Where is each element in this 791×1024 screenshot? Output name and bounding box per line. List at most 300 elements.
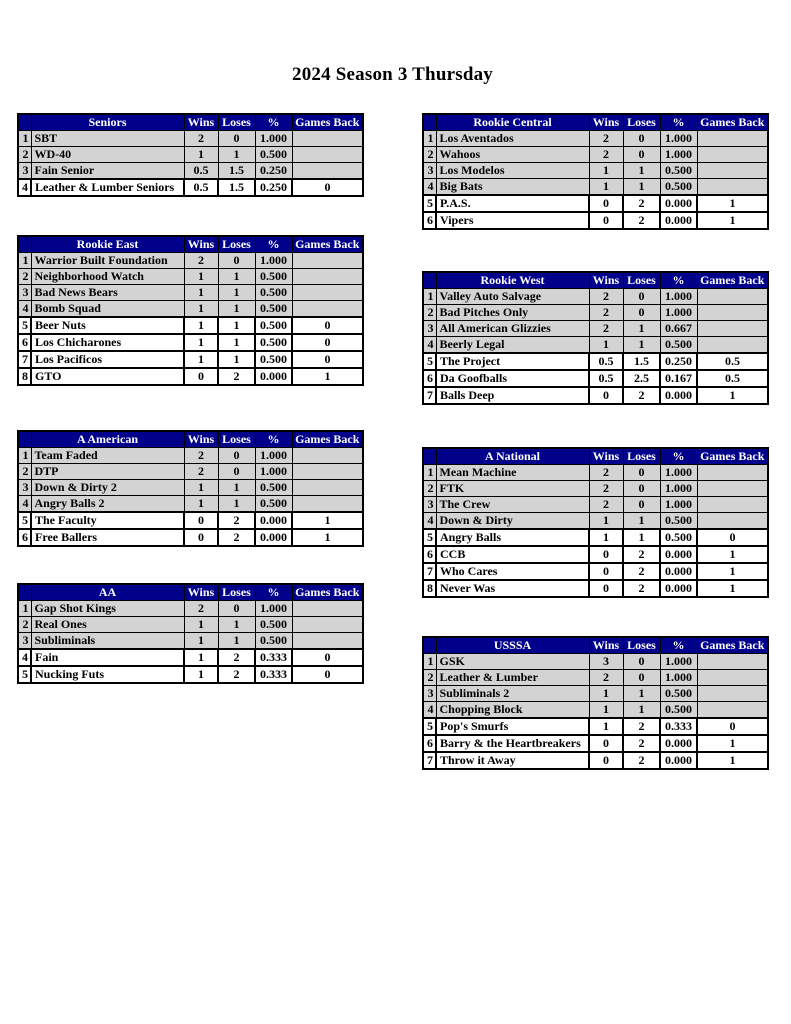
- wins-cell: 0: [589, 387, 623, 404]
- team-name-cell: Free Ballers: [31, 529, 184, 546]
- loses-cell: 1: [218, 285, 255, 301]
- division-title: AA: [31, 584, 184, 601]
- table-row: [18, 529, 363, 546]
- rank-cell: 4: [18, 301, 31, 318]
- header-row: [18, 584, 363, 601]
- table-row: [423, 353, 768, 370]
- pct-cell: 0.250: [255, 179, 292, 196]
- pct-cell: 0.000: [660, 752, 697, 769]
- table-row: [18, 368, 363, 385]
- table-row: [18, 633, 363, 650]
- wins-cell: 2: [184, 131, 218, 147]
- team-name-cell: P.A.S.: [436, 195, 589, 212]
- pct-header: %: [255, 114, 292, 131]
- division-title: A National: [436, 448, 589, 465]
- pct-cell: 0.500: [255, 301, 292, 318]
- pct-cell: 0.333: [660, 718, 697, 735]
- games-back-cell: [697, 163, 768, 179]
- games-back-cell: 0: [292, 334, 363, 351]
- games-back-cell: [292, 480, 363, 496]
- loses-header: Loses: [218, 584, 255, 601]
- team-name-cell: Leather & Lumber Seniors: [31, 179, 184, 196]
- team-name-cell: WD-40: [31, 147, 184, 163]
- rank-cell: 4: [423, 702, 436, 719]
- team-name-cell: Da Goofballs: [436, 370, 589, 387]
- games-back-cell: [697, 686, 768, 702]
- games-back-cell: [292, 163, 363, 180]
- wins-header: Wins: [184, 114, 218, 131]
- loses-cell: 2: [218, 649, 255, 666]
- loses-cell: 0: [623, 465, 660, 481]
- pct-cell: 0.500: [660, 337, 697, 354]
- rank-header: [18, 584, 31, 601]
- wins-header: Wins: [589, 272, 623, 289]
- wins-cell: 1: [589, 718, 623, 735]
- loses-cell: 1: [623, 513, 660, 530]
- pct-cell: 0.500: [255, 269, 292, 285]
- division-title: USSSA: [436, 637, 589, 654]
- team-name-cell: Bad News Bears: [31, 285, 184, 301]
- table-row: [423, 321, 768, 337]
- team-name-cell: Beer Nuts: [31, 317, 184, 334]
- pct-cell: 0.000: [660, 195, 697, 212]
- rank-cell: 1: [423, 654, 436, 670]
- wins-cell: 1: [184, 269, 218, 285]
- header-row: [18, 236, 363, 253]
- header-row: [423, 114, 768, 131]
- team-name-cell: Who Cares: [436, 563, 589, 580]
- table-row: [18, 163, 363, 180]
- division-title: A American: [31, 431, 184, 448]
- wins-cell: 0: [184, 368, 218, 385]
- rank-header: [423, 114, 436, 131]
- wins-cell: 0: [589, 563, 623, 580]
- loses-cell: 0: [218, 131, 255, 147]
- pct-cell: 0.500: [660, 513, 697, 530]
- table-row: [423, 212, 768, 229]
- team-name-cell: The Project: [436, 353, 589, 370]
- team-name-cell: Beerly Legal: [436, 337, 589, 354]
- table-row: [423, 289, 768, 305]
- pct-header: %: [255, 584, 292, 601]
- wins-cell: 0: [589, 212, 623, 229]
- rank-cell: 5: [423, 195, 436, 212]
- loses-cell: 2: [623, 580, 660, 597]
- standings-grid: [422, 113, 769, 230]
- rank-cell: 4: [18, 496, 31, 513]
- rank-cell: 7: [18, 351, 31, 368]
- rank-cell: 2: [18, 147, 31, 163]
- header-row: [18, 114, 363, 131]
- rank-cell: 5: [423, 718, 436, 735]
- table-row: [423, 513, 768, 530]
- team-name-cell: Bad Pitches Only: [436, 305, 589, 321]
- pct-header: %: [255, 431, 292, 448]
- rank-cell: 2: [423, 481, 436, 497]
- pct-cell: 0.500: [255, 317, 292, 334]
- pct-cell: 0.500: [255, 480, 292, 496]
- table-row: [18, 351, 363, 368]
- loses-cell: 2: [218, 512, 255, 529]
- wins-header: Wins: [184, 584, 218, 601]
- team-name-cell: Nucking Futs: [31, 666, 184, 683]
- games-back-cell: [292, 285, 363, 301]
- table-row: [423, 702, 768, 719]
- games-back-header: Games Back: [697, 637, 768, 654]
- loses-cell: 1: [623, 321, 660, 337]
- table-row: [423, 370, 768, 387]
- standings-table-seniors: [17, 113, 362, 197]
- table-row: [18, 147, 363, 163]
- loses-cell: 2: [623, 195, 660, 212]
- games-back-cell: 0.5: [697, 370, 768, 387]
- loses-cell: 1.5: [623, 353, 660, 370]
- table-row: [423, 163, 768, 179]
- games-back-cell: [697, 670, 768, 686]
- pct-cell: 0.167: [660, 370, 697, 387]
- pct-cell: 0.250: [255, 163, 292, 180]
- table-row: [18, 601, 363, 617]
- standings-table-aa: [17, 583, 362, 684]
- rank-cell: 4: [18, 179, 31, 196]
- table-row: [423, 546, 768, 563]
- team-name-cell: Down & Dirty 2: [31, 480, 184, 496]
- wins-cell: 1: [184, 317, 218, 334]
- pct-cell: 1.000: [255, 253, 292, 269]
- table-row: [423, 465, 768, 481]
- rank-cell: 2: [18, 269, 31, 285]
- team-name-cell: Bomb Squad: [31, 301, 184, 318]
- wins-header: Wins: [589, 114, 623, 131]
- standings-table-a-american: [17, 430, 362, 547]
- loses-cell: 2: [218, 666, 255, 683]
- team-name-cell: Fain Senior: [31, 163, 184, 180]
- table-row: [18, 269, 363, 285]
- games-back-cell: [292, 633, 363, 650]
- pct-cell: 0.500: [660, 163, 697, 179]
- wins-cell: 1: [589, 529, 623, 546]
- loses-cell: 1: [218, 301, 255, 318]
- loses-cell: 2: [623, 387, 660, 404]
- pct-cell: 1.000: [660, 497, 697, 513]
- pct-cell: 0.500: [255, 617, 292, 633]
- wins-cell: 2: [589, 289, 623, 305]
- pct-cell: 1.000: [660, 654, 697, 670]
- page-title: 2024 Season 3 Thursday: [292, 64, 493, 85]
- loses-cell: 1: [218, 633, 255, 650]
- table-row: [18, 617, 363, 633]
- division-title: Rookie West: [436, 272, 589, 289]
- rank-cell: 8: [18, 368, 31, 385]
- pct-cell: 1.000: [255, 601, 292, 617]
- division-title: Rookie Central: [436, 114, 589, 131]
- loses-header: Loses: [218, 114, 255, 131]
- games-back-cell: 1: [697, 387, 768, 404]
- rank-cell: 2: [423, 147, 436, 163]
- games-back-cell: [292, 601, 363, 617]
- pct-cell: 0.000: [255, 368, 292, 385]
- table-row: [18, 649, 363, 666]
- wins-cell: 0: [589, 580, 623, 597]
- table-row: [423, 195, 768, 212]
- rank-cell: 5: [18, 512, 31, 529]
- wins-cell: 1: [589, 163, 623, 179]
- team-name-cell: Fain: [31, 649, 184, 666]
- pct-header: %: [660, 637, 697, 654]
- rank-cell: 3: [423, 321, 436, 337]
- loses-cell: 1.5: [218, 163, 255, 180]
- rank-cell: 3: [423, 163, 436, 179]
- games-back-cell: [697, 321, 768, 337]
- rank-cell: 7: [423, 752, 436, 769]
- table-row: [18, 131, 363, 147]
- rank-cell: 1: [423, 131, 436, 147]
- wins-cell: 1: [184, 496, 218, 513]
- loses-cell: 0: [623, 131, 660, 147]
- standings-grid: [422, 636, 769, 770]
- rank-cell: 4: [423, 513, 436, 530]
- loses-cell: 2: [623, 752, 660, 769]
- rank-cell: 1: [423, 289, 436, 305]
- pct-cell: 0.500: [255, 285, 292, 301]
- table-row: [423, 529, 768, 546]
- rank-cell: 1: [18, 253, 31, 269]
- pct-cell: 0.500: [255, 496, 292, 513]
- table-row: [423, 563, 768, 580]
- rank-cell: 6: [18, 529, 31, 546]
- wins-cell: 2: [184, 448, 218, 464]
- pct-cell: 1.000: [660, 131, 697, 147]
- rank-cell: 3: [18, 163, 31, 180]
- wins-cell: 1: [184, 633, 218, 650]
- loses-cell: 1: [218, 334, 255, 351]
- pct-cell: 0.333: [255, 666, 292, 683]
- rank-cell: 4: [423, 337, 436, 354]
- pct-cell: 0.667: [660, 321, 697, 337]
- games-back-cell: [697, 654, 768, 670]
- team-name-cell: Warrior Built Foundation: [31, 253, 184, 269]
- loses-cell: 0: [623, 289, 660, 305]
- wins-header: Wins: [184, 431, 218, 448]
- rank-cell: 6: [423, 735, 436, 752]
- wins-cell: 0.5: [589, 353, 623, 370]
- wins-cell: 1: [589, 686, 623, 702]
- table-row: [18, 480, 363, 496]
- rank-header: [18, 236, 31, 253]
- table-row: [423, 735, 768, 752]
- team-name-cell: Subliminals 2: [436, 686, 589, 702]
- loses-cell: 0: [623, 481, 660, 497]
- wins-cell: 0.5: [184, 179, 218, 196]
- team-name-cell: Los Aventados: [436, 131, 589, 147]
- pct-cell: 0.250: [660, 353, 697, 370]
- table-row: [18, 301, 363, 318]
- games-back-header: Games Back: [292, 236, 363, 253]
- team-name-cell: Los Pacificos: [31, 351, 184, 368]
- team-name-cell: CCB: [436, 546, 589, 563]
- header-row: [423, 637, 768, 654]
- loses-header: Loses: [218, 431, 255, 448]
- loses-cell: 1: [623, 529, 660, 546]
- team-name-cell: Real Ones: [31, 617, 184, 633]
- wins-cell: 1: [184, 147, 218, 163]
- team-name-cell: Big Bats: [436, 179, 589, 196]
- team-name-cell: GTO: [31, 368, 184, 385]
- team-name-cell: FTK: [436, 481, 589, 497]
- loses-cell: 2: [623, 718, 660, 735]
- division-title: Rookie East: [31, 236, 184, 253]
- games-back-cell: 1: [697, 195, 768, 212]
- loses-cell: 1.5: [218, 179, 255, 196]
- games-back-header: Games Back: [292, 584, 363, 601]
- team-name-cell: All American Glizzies: [436, 321, 589, 337]
- loses-cell: 2: [623, 546, 660, 563]
- pct-cell: 0.000: [255, 512, 292, 529]
- standings-grid: [422, 447, 769, 598]
- pct-cell: 1.000: [255, 131, 292, 147]
- wins-cell: 2: [589, 497, 623, 513]
- table-row: [18, 179, 363, 196]
- pct-cell: 1.000: [660, 670, 697, 686]
- pct-cell: 0.500: [660, 702, 697, 719]
- table-row: [423, 580, 768, 597]
- rank-cell: 1: [18, 448, 31, 464]
- pct-header: %: [255, 236, 292, 253]
- rank-cell: 5: [18, 317, 31, 334]
- pct-cell: 0.333: [255, 649, 292, 666]
- games-back-cell: 1: [697, 735, 768, 752]
- loses-cell: 2: [623, 735, 660, 752]
- division-title: Seniors: [31, 114, 184, 131]
- loses-cell: 2: [623, 563, 660, 580]
- rank-cell: 6: [18, 334, 31, 351]
- rank-header: [18, 114, 31, 131]
- team-name-cell: Gap Shot Kings: [31, 601, 184, 617]
- team-name-cell: Vipers: [436, 212, 589, 229]
- wins-cell: 1: [589, 702, 623, 719]
- games-back-cell: [292, 496, 363, 513]
- pct-cell: 0.500: [660, 179, 697, 196]
- header-row: [423, 448, 768, 465]
- games-back-header: Games Back: [697, 448, 768, 465]
- games-back-cell: [697, 465, 768, 481]
- wins-cell: 1: [184, 480, 218, 496]
- rank-header: [423, 448, 436, 465]
- wins-cell: 1: [184, 351, 218, 368]
- rank-cell: 3: [18, 633, 31, 650]
- games-back-cell: [292, 464, 363, 480]
- pct-header: %: [660, 114, 697, 131]
- loses-cell: 2: [623, 212, 660, 229]
- games-back-cell: [697, 497, 768, 513]
- table-row: [423, 497, 768, 513]
- games-back-cell: [697, 513, 768, 530]
- pct-header: %: [660, 272, 697, 289]
- rank-cell: 2: [18, 617, 31, 633]
- table-row: [18, 448, 363, 464]
- rank-cell: 3: [18, 480, 31, 496]
- pct-cell: 1.000: [255, 464, 292, 480]
- team-name-cell: Los Modelos: [436, 163, 589, 179]
- rank-cell: 4: [423, 179, 436, 196]
- pct-cell: 0.000: [660, 546, 697, 563]
- pct-cell: 1.000: [660, 465, 697, 481]
- loses-cell: 0: [623, 305, 660, 321]
- header-row: [18, 431, 363, 448]
- games-back-cell: [292, 131, 363, 147]
- team-name-cell: SBT: [31, 131, 184, 147]
- pct-cell: 0.500: [660, 686, 697, 702]
- games-back-cell: 0: [292, 666, 363, 683]
- pct-cell: 0.000: [255, 529, 292, 546]
- team-name-cell: Chopping Block: [436, 702, 589, 719]
- rank-cell: 7: [423, 563, 436, 580]
- loses-header: Loses: [623, 448, 660, 465]
- games-back-cell: [292, 301, 363, 318]
- rank-cell: 2: [18, 464, 31, 480]
- loses-cell: 1: [218, 269, 255, 285]
- wins-header: Wins: [589, 637, 623, 654]
- team-name-cell: Wahoos: [436, 147, 589, 163]
- loses-cell: 1: [623, 702, 660, 719]
- team-name-cell: Subliminals: [31, 633, 184, 650]
- wins-cell: 2: [589, 670, 623, 686]
- rank-cell: 1: [18, 601, 31, 617]
- team-name-cell: Down & Dirty: [436, 513, 589, 530]
- table-row: [18, 317, 363, 334]
- wins-cell: 0: [184, 529, 218, 546]
- rank-header: [423, 272, 436, 289]
- table-row: [18, 666, 363, 683]
- team-name-cell: Balls Deep: [436, 387, 589, 404]
- wins-header: Wins: [184, 236, 218, 253]
- table-row: [423, 670, 768, 686]
- rank-cell: 2: [423, 670, 436, 686]
- loses-cell: 1: [623, 163, 660, 179]
- standings-grid: [17, 235, 364, 386]
- standings-grid: [17, 430, 364, 547]
- loses-cell: 0: [218, 601, 255, 617]
- games-back-cell: [697, 702, 768, 719]
- loses-cell: 0: [623, 654, 660, 670]
- team-name-cell: Pop's Smurfs: [436, 718, 589, 735]
- games-back-cell: 0.5: [697, 353, 768, 370]
- loses-cell: 0: [623, 147, 660, 163]
- rank-cell: 4: [18, 649, 31, 666]
- loses-cell: 1: [218, 351, 255, 368]
- wins-cell: 2: [184, 464, 218, 480]
- games-back-cell: 0: [292, 179, 363, 196]
- wins-cell: 1: [184, 334, 218, 351]
- table-row: [423, 718, 768, 735]
- standings-table-rookie-east: [17, 235, 362, 386]
- loses-cell: 1: [218, 147, 255, 163]
- loses-cell: 0: [218, 464, 255, 480]
- pct-cell: 0.500: [255, 351, 292, 368]
- team-name-cell: The Crew: [436, 497, 589, 513]
- wins-cell: 2: [589, 147, 623, 163]
- wins-cell: 0: [184, 512, 218, 529]
- wins-cell: 1: [184, 285, 218, 301]
- wins-cell: 0: [589, 546, 623, 563]
- table-row: [18, 285, 363, 301]
- team-name-cell: Los Chicharones: [31, 334, 184, 351]
- pct-cell: 1.000: [660, 289, 697, 305]
- team-name-cell: Angry Balls: [436, 529, 589, 546]
- standings-table-rookie-west: [422, 271, 767, 405]
- table-row: [18, 253, 363, 269]
- wins-cell: 2: [589, 465, 623, 481]
